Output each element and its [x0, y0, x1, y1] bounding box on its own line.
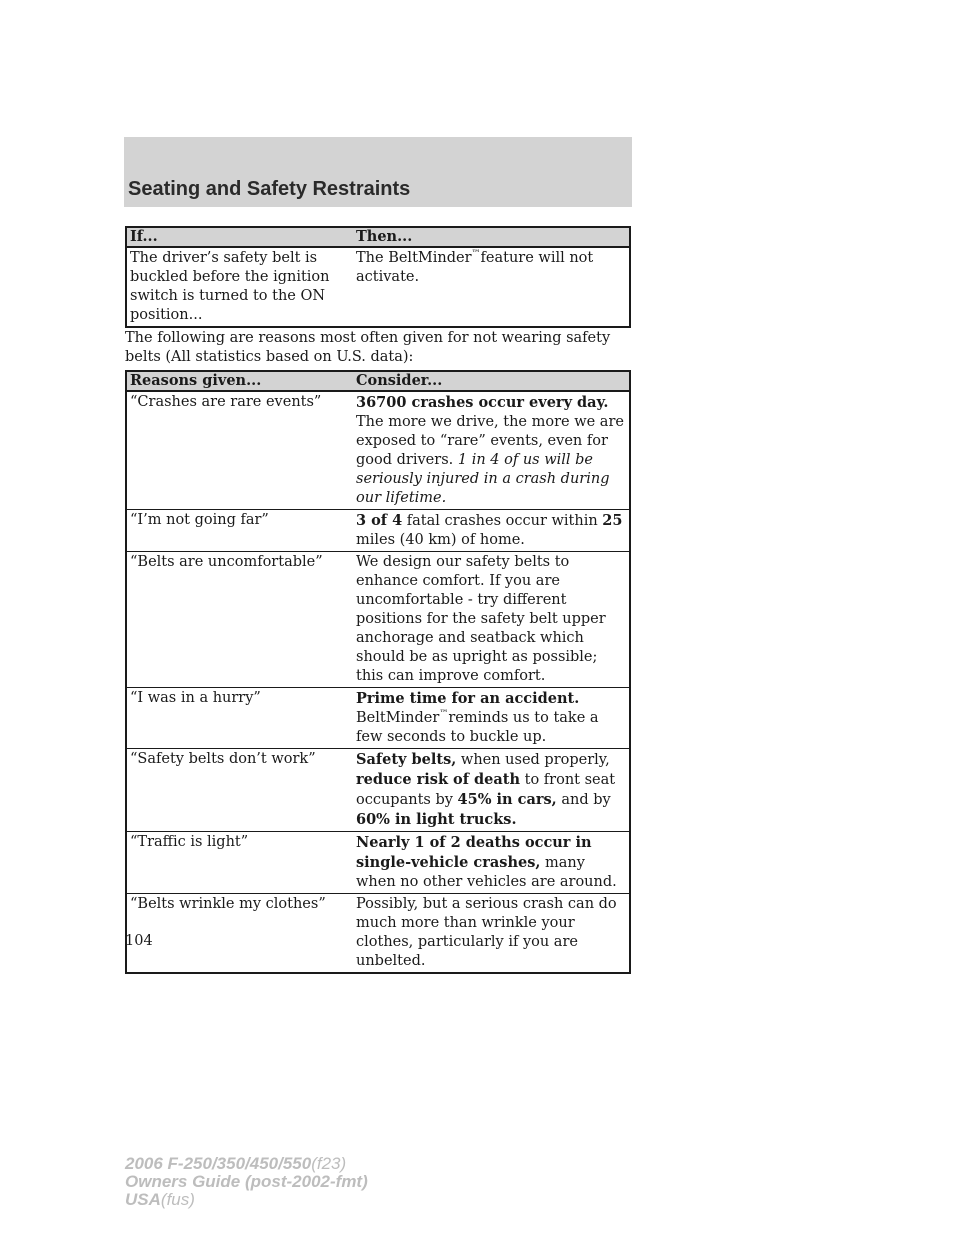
- reason-cell: “I’m not going far”: [126, 510, 353, 552]
- footer-line-model: [125, 1155, 368, 1173]
- table-row: [126, 832, 630, 894]
- trademark-icon: ™: [471, 249, 481, 260]
- result-text-post: feature will not activate.: [356, 250, 594, 285]
- consider-cell: [353, 894, 630, 974]
- column-header-consider: Consider...: [353, 371, 630, 391]
- beltminder-activation-table: [125, 226, 631, 328]
- bold-fact: reduce risk of death: [356, 771, 521, 788]
- footer-market: USA: [125, 1190, 161, 1209]
- plain-text: and by: [561, 792, 611, 808]
- plain-text: Possibly, but a serious crash can do much more than wrinkle your clothes, particularly if you are unbelted.: [356, 896, 617, 969]
- consider-cell: [353, 749, 630, 832]
- plain-text: when used properly,: [460, 752, 610, 768]
- column-header-reasons: Reasons given...: [126, 371, 353, 391]
- result-cell: [353, 247, 630, 327]
- trademark-icon: ™: [439, 709, 449, 720]
- bold-fact: 36700 crashes occur every day.: [356, 394, 609, 411]
- page-number: 104: [125, 933, 153, 949]
- bold-fact: Prime time for an accident.: [356, 690, 580, 707]
- plain-text: We design our safety belts to enhance comfort. If you are uncomfortable - try different positions for the safety belt upper anchorage and seatback which should be as upright as possible; this can improve comfort.: [356, 554, 606, 684]
- bold-fact: Nearly 1 of 2 deaths occur in single-vehicle crashes,: [356, 834, 592, 871]
- consider-cell: [353, 832, 630, 894]
- section-header-band: [124, 137, 632, 207]
- footer-guide: Owners Guide (post-2002-fmt): [125, 1172, 368, 1191]
- plain-text: many when no other vehicles are around.: [356, 855, 617, 890]
- plain-text: miles (40 km) of home.: [356, 532, 525, 548]
- plain-text: BeltMinder: [356, 710, 440, 726]
- footer-line-market: [125, 1191, 368, 1209]
- reason-cell: “Crashes are rare events”: [126, 391, 353, 510]
- section-title: Seating and Safety Restraints: [128, 178, 411, 200]
- reason-cell: “Traffic is light”: [126, 832, 353, 894]
- reason-cell: “Safety belts don’t work”: [126, 749, 353, 832]
- reasons-table: [125, 370, 631, 974]
- column-header-then: Then...: [353, 227, 630, 247]
- reason-cell: “I was in a hurry”: [126, 688, 353, 749]
- bold-fact: 45% in cars,: [457, 791, 557, 808]
- table-header-row: [126, 371, 630, 391]
- plain-text: The more we drive, the more we are exposed to “rare” events, even for good drivers.: [356, 414, 624, 468]
- italic-fact: 1 in 4 of us will be seriously injured in a crash during our lifetime.: [356, 452, 610, 506]
- consider-cell: [353, 688, 630, 749]
- table-row: [126, 552, 630, 688]
- reason-cell: “Belts wrinkle my clothes”: [126, 894, 353, 974]
- table-row: [126, 894, 630, 974]
- table-row: [126, 688, 630, 749]
- footer-model-code: (f23): [311, 1154, 347, 1173]
- table-row: [126, 391, 630, 510]
- result-text-pre: The BeltMinder: [356, 250, 472, 266]
- consider-cell: [353, 510, 630, 552]
- reason-cell: “Belts are uncomfortable”: [126, 552, 353, 688]
- consider-cell: [353, 391, 630, 510]
- table-row: [126, 510, 630, 552]
- bold-fact: 25: [602, 512, 623, 529]
- column-header-if: If...: [126, 227, 353, 247]
- footer-market-code: (fus): [160, 1190, 195, 1209]
- plain-text: reminds us to take a few seconds to buckle up.: [356, 710, 599, 745]
- table-row: [126, 749, 630, 832]
- consider-cell: [353, 552, 630, 688]
- bold-fact: 60% in light trucks.: [356, 811, 517, 828]
- plain-text: to front seat occupants by: [356, 772, 616, 808]
- table-row: [126, 247, 630, 327]
- plain-text: fatal crashes occur within: [406, 513, 598, 529]
- intro-paragraph: The following are reasons most often given for not wearing safety belts (All statistics based on U.S. data):: [125, 330, 611, 365]
- condition-cell: The driver’s safety belt is buckled before the ignition switch is turned to the ON position...: [126, 247, 353, 327]
- footer-model: 2006 F-250/350/450/550: [125, 1154, 312, 1173]
- table-header-row: [126, 227, 630, 247]
- document-footer: [125, 1155, 368, 1209]
- bold-fact: 3 of 4: [356, 512, 403, 529]
- bold-fact: Safety belts,: [356, 751, 457, 768]
